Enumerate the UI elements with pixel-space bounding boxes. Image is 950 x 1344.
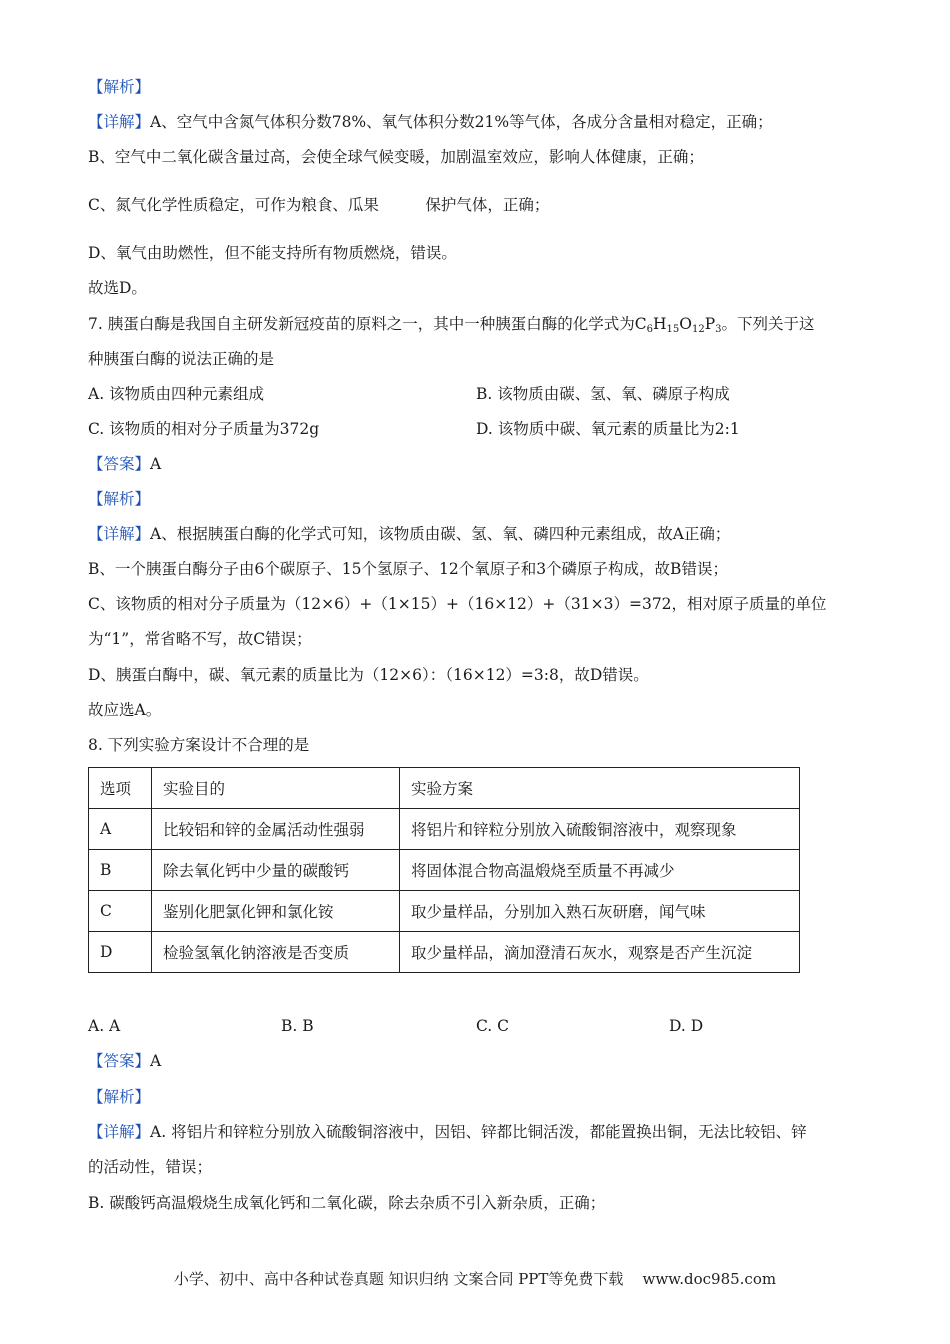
formula-element: C [634,315,647,333]
formula-subscript: 15 [666,324,680,335]
table-header-cell: 实验方案 [400,768,800,809]
formula-subscript: 3 [715,324,722,335]
q8-detail-b: B. 碳酸钙高温煅烧生成氧化钙和二氧化碳，除去杂质不引入新杂质，正确； [88,1194,606,1212]
q8-option-b: B. B [281,1017,314,1035]
q7-option-d: D. 该物质中碳、氧元素的质量比为2:1 [476,420,740,438]
q6-detail-tag: 【详解】 [88,113,151,131]
q7-analysis-tag: 【解析】 [88,490,151,508]
q7-stem-line2: 种胰蛋白酶的说法正确的是 [88,350,275,368]
q8-option-c: C. C [476,1017,510,1035]
q8-table [88,767,800,973]
table-cell: D [89,932,152,973]
q6-detail-a-text: A、空气中含氮气体积分数78%、氧气体积分数21%等气体，各成分含量相对稳定，正确； [150,113,773,131]
formula-subscript: 6 [646,324,653,335]
table-cell: 将铝片和锌粒分别放入硫酸铜溶液中，观察现象 [400,809,800,850]
table-row [89,932,800,973]
q6-detail-d: D、氧气由助燃性，但不能支持所有物质燃烧，错误。 [88,244,457,262]
q8-analysis-tag: 【解析】 [88,1088,151,1106]
table-header-cell: 选项 [89,768,152,809]
q8-stem: 8. 下列实验方案设计不合理的是 [88,736,310,754]
page-footer [0,1268,950,1289]
table-header-cell: 实验目的 [152,768,400,809]
q7-detail-d: D、胰蛋白酶中，碳、氧元素的质量比为（12×6）：（16×12）=3:8，故D错误。 [88,666,649,684]
q7-answer-value: A [150,455,162,473]
table-row [89,891,800,932]
q7-detail-tag: 【详解】 [88,525,151,543]
q6-conclusion: 故选D。 [88,279,147,297]
q7-detail-a [88,523,730,545]
q7-stem [88,313,815,335]
table-cell: 取少量样品，滴加澄清石灰水，观察是否产生沉淀 [400,932,800,973]
q7-formula [635,315,722,333]
q7-answer-tag: 【答案】 [88,455,151,473]
q7-detail-c2: 为“1”，常省略不写，故C错误； [88,630,312,648]
q8-detail-tag: 【详解】 [88,1123,151,1141]
table-cell: 比较铝和锌的金属活动性强弱 [152,809,400,850]
table-row [89,809,800,850]
table-row [89,850,800,891]
formula-element: H [652,315,667,333]
q8-detail-a1 [88,1121,807,1143]
footer-text: 小学、初中、高中各种试卷真题 知识归纳 文案合同 PPT等免费下载 [173,1270,624,1288]
q7-answer [88,453,161,475]
table-header-row [89,768,800,809]
q6-analysis-tag: 【解析】 [88,78,151,96]
q7-stem-pre: 7. 胰蛋白酶是我国自主研发新冠疫苗的原料之一，其中一种胰蛋白酶的化学式为 [88,315,635,333]
q7-stem-post: 。下列关于这 [721,315,815,333]
q8-answer-value: A [150,1052,162,1070]
q8-option-a: A. A [88,1017,121,1035]
q8-answer [88,1050,161,1072]
footer-link[interactable]: www.doc985.com [642,1270,777,1288]
q7-detail-c1: C、该物质的相对分子质量为（12×6）+（1×15）+（16×12）+（31×3）=372，相对原子质量的单位 [88,595,827,613]
q7-option-c: C. 该物质的相对分子质量为372g [88,420,320,438]
table-cell: 鉴别化肥氯化钾和氯化铵 [152,891,400,932]
q6-detail-c: C、氮气化学性质稳定，可作为粮食、瓜果 保护气体，正确； [88,196,550,214]
table-cell: C [89,891,152,932]
q6-detail-b: B、空气中二氧化碳含量过高，会使全球气候变暖，加剧温室效应，影响人体健康，正确； [88,148,704,166]
q7-detail-b: B、一个胰蛋白酶分子由6个碳原子、15个氢原子、12个氧原子和3个磷原子构成，故B错误； [88,560,728,578]
table-cell: B [89,850,152,891]
table-cell: 取少量样品，分别加入熟石灰研磨，闻气味 [400,891,800,932]
formula-subscript: 12 [691,324,705,335]
table-cell: 除去氧化钙中少量的碳酸钙 [152,850,400,891]
q7-conclusion: 故应选A。 [88,701,162,719]
q8-answer-tag: 【答案】 [88,1052,151,1070]
q8-detail-a2: 的活动性，错误； [88,1158,213,1176]
q6-detail-a [88,111,773,133]
formula-element: O [679,315,692,333]
q7-option-a: A. 该物质由四种元素组成 [88,385,265,403]
table-cell: A [89,809,152,850]
table-cell: 将固体混合物高温煅烧至质量不再减少 [400,850,800,891]
q7-option-b: B. 该物质由碳、氢、氧、磷原子构成 [476,385,730,403]
q7-detail-a-text: A、根据胰蛋白酶的化学式可知，该物质由碳、氢、氧、磷四种元素组成，故A正确； [150,525,731,543]
q8-option-d: D. D [669,1017,704,1035]
formula-element: P [704,315,716,333]
table-cell: 检验氢氧化钠溶液是否变质 [152,932,400,973]
q8-detail-a1-text: A. 将铝片和锌粒分别放入硫酸铜溶液中，因铝、锌都比铜活泼，都能置换出铜，无法比较铝、锌 [150,1123,807,1141]
